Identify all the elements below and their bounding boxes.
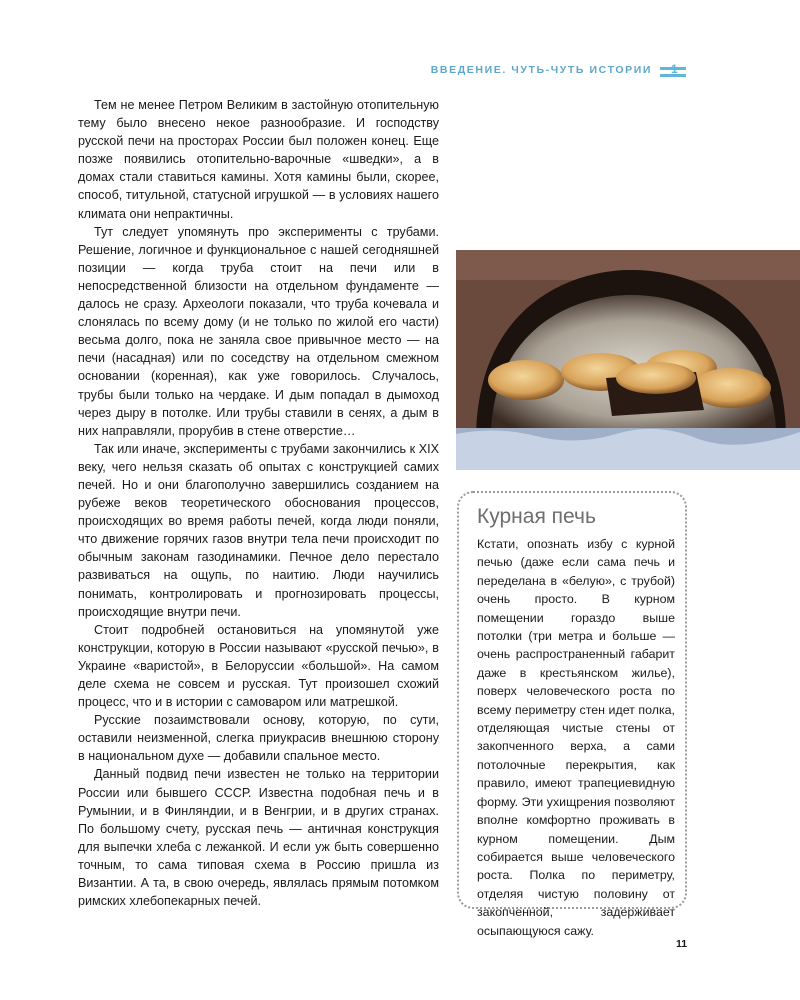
paragraph: Данный подвид печи известен не только на территории России или бывшего СССР. Известна подобная печь и в Румынии, и в Финляндии, и в Венгрии, и в других странах. По большому счету, русская печь — античная конструкция для выпечки хлеба с лежанкой. И если уж быть совершенно точным, то сама типовая схема в Россию пришла из Византии. А та, в свою очередь, являлась прямым потомком римских хлебопекарных печей.: [78, 767, 439, 909]
paragraph: Тут следует упомянуть про эксперименты с трубами. Решение, логичное и функциональное с нашей сегодняшней позиции — когда труба стоит на печи или в непосредственной близости на отдельном фундаменте — далось не сразу. Археологи показали, что труба кочевала и слонялась по всему дому (и не только по жилой его части) весьма долго, пока не заняла свое привычное место — на печи (насадная) или по соседству на отдельном смежном основании (коренная), как уже говорилось. Случалось, трубы были только на чердаке. И дым попадал в дымоход через дыру в потолке. Или трубы ставили в сенях, а дым в них направляли, прорубив в стене отверстие…: [78, 224, 439, 438]
page-number: 11: [676, 938, 688, 950]
main-text-column: [78, 96, 439, 910]
paragraph: Стоит подробней остановиться на упомянутой уже конструкции, которую в России называют «русской печью», в Украине «варистой», в Белоруссии «большой». На самом деле схема не совсем и русская. Тут произошел схожий процесс, что и в истории с самоваром или матрешкой.: [78, 622, 439, 710]
sidebar-title: Курная печь: [477, 505, 596, 528]
bread-loaf: [488, 360, 564, 400]
paragraph: Так или иначе, эксперименты с трубами закончились к XIX веку, чего нельзя сказать об опытах с конструкцией самих печей. Но и они благополучно завершились созданием на рубеже веков теоретического обоснования процессов, происходящих во время работы печей, когда люди поняли, что движение горячих газов внутри тела печи происходит по обычным законам газодинамики. Печное дело перестало развиваться на ощупь, по наитию. Люди научились понимать, контролировать и прогнозировать процессы, происходящие внутри печи.: [78, 441, 439, 619]
sidebar-box: [457, 491, 687, 938]
chapter-tab: [660, 64, 686, 80]
running-title: ВВЕДЕНИЕ. ЧУТЬ-ЧУТЬ ИСТОРИИ: [430, 64, 652, 76]
sidebar-text: Кстати, опознать избу с курной печью (даже если сама печь и переделана в «белую», с трубой) очень просто. В курном помещении гораздо выше потолки (три метра и больше — очень распространенный габарит даже в крестьянском жилье), поверх человеческого роста по всему периметру стен идет полка, отделяющая чистые стены от закопченного верха, а сами потолочные перекрытия, как правило, имеют трапециевидную форму. Эти ухищрения позволяют вполне комфортно проживать в курном помещении. Дым собирается выше человеческого роста. Полка по периметру, отделяя чистую половину от закопченной, задерживает осыпающуюся сажу.: [477, 537, 675, 938]
oven-bread-photo: [456, 250, 800, 470]
paragraph: Русские позаимствовали основу, которую, по сути, оставили неизменной, слегка приукрасив внешнюю сторону в национальном духе — добавили спальное место.: [78, 713, 439, 764]
paragraph: Тем не менее Петром Великим в застойную отопительную тему было внесено некое разнообразие. И господству русской печи на просторах России был положен конец. Еще позже появились отопительно-варочные «шведки», а в домах стали ставиться камины. Хотя камины были, скорее, способ, титульной, статусной игрушкой — в условиях нашего климата они непрактичны.: [78, 98, 439, 221]
bread-loaf: [691, 368, 771, 408]
bread-loaf: [616, 362, 696, 394]
oven-illustration: [456, 250, 800, 470]
chapter-number: 1: [671, 62, 678, 76]
